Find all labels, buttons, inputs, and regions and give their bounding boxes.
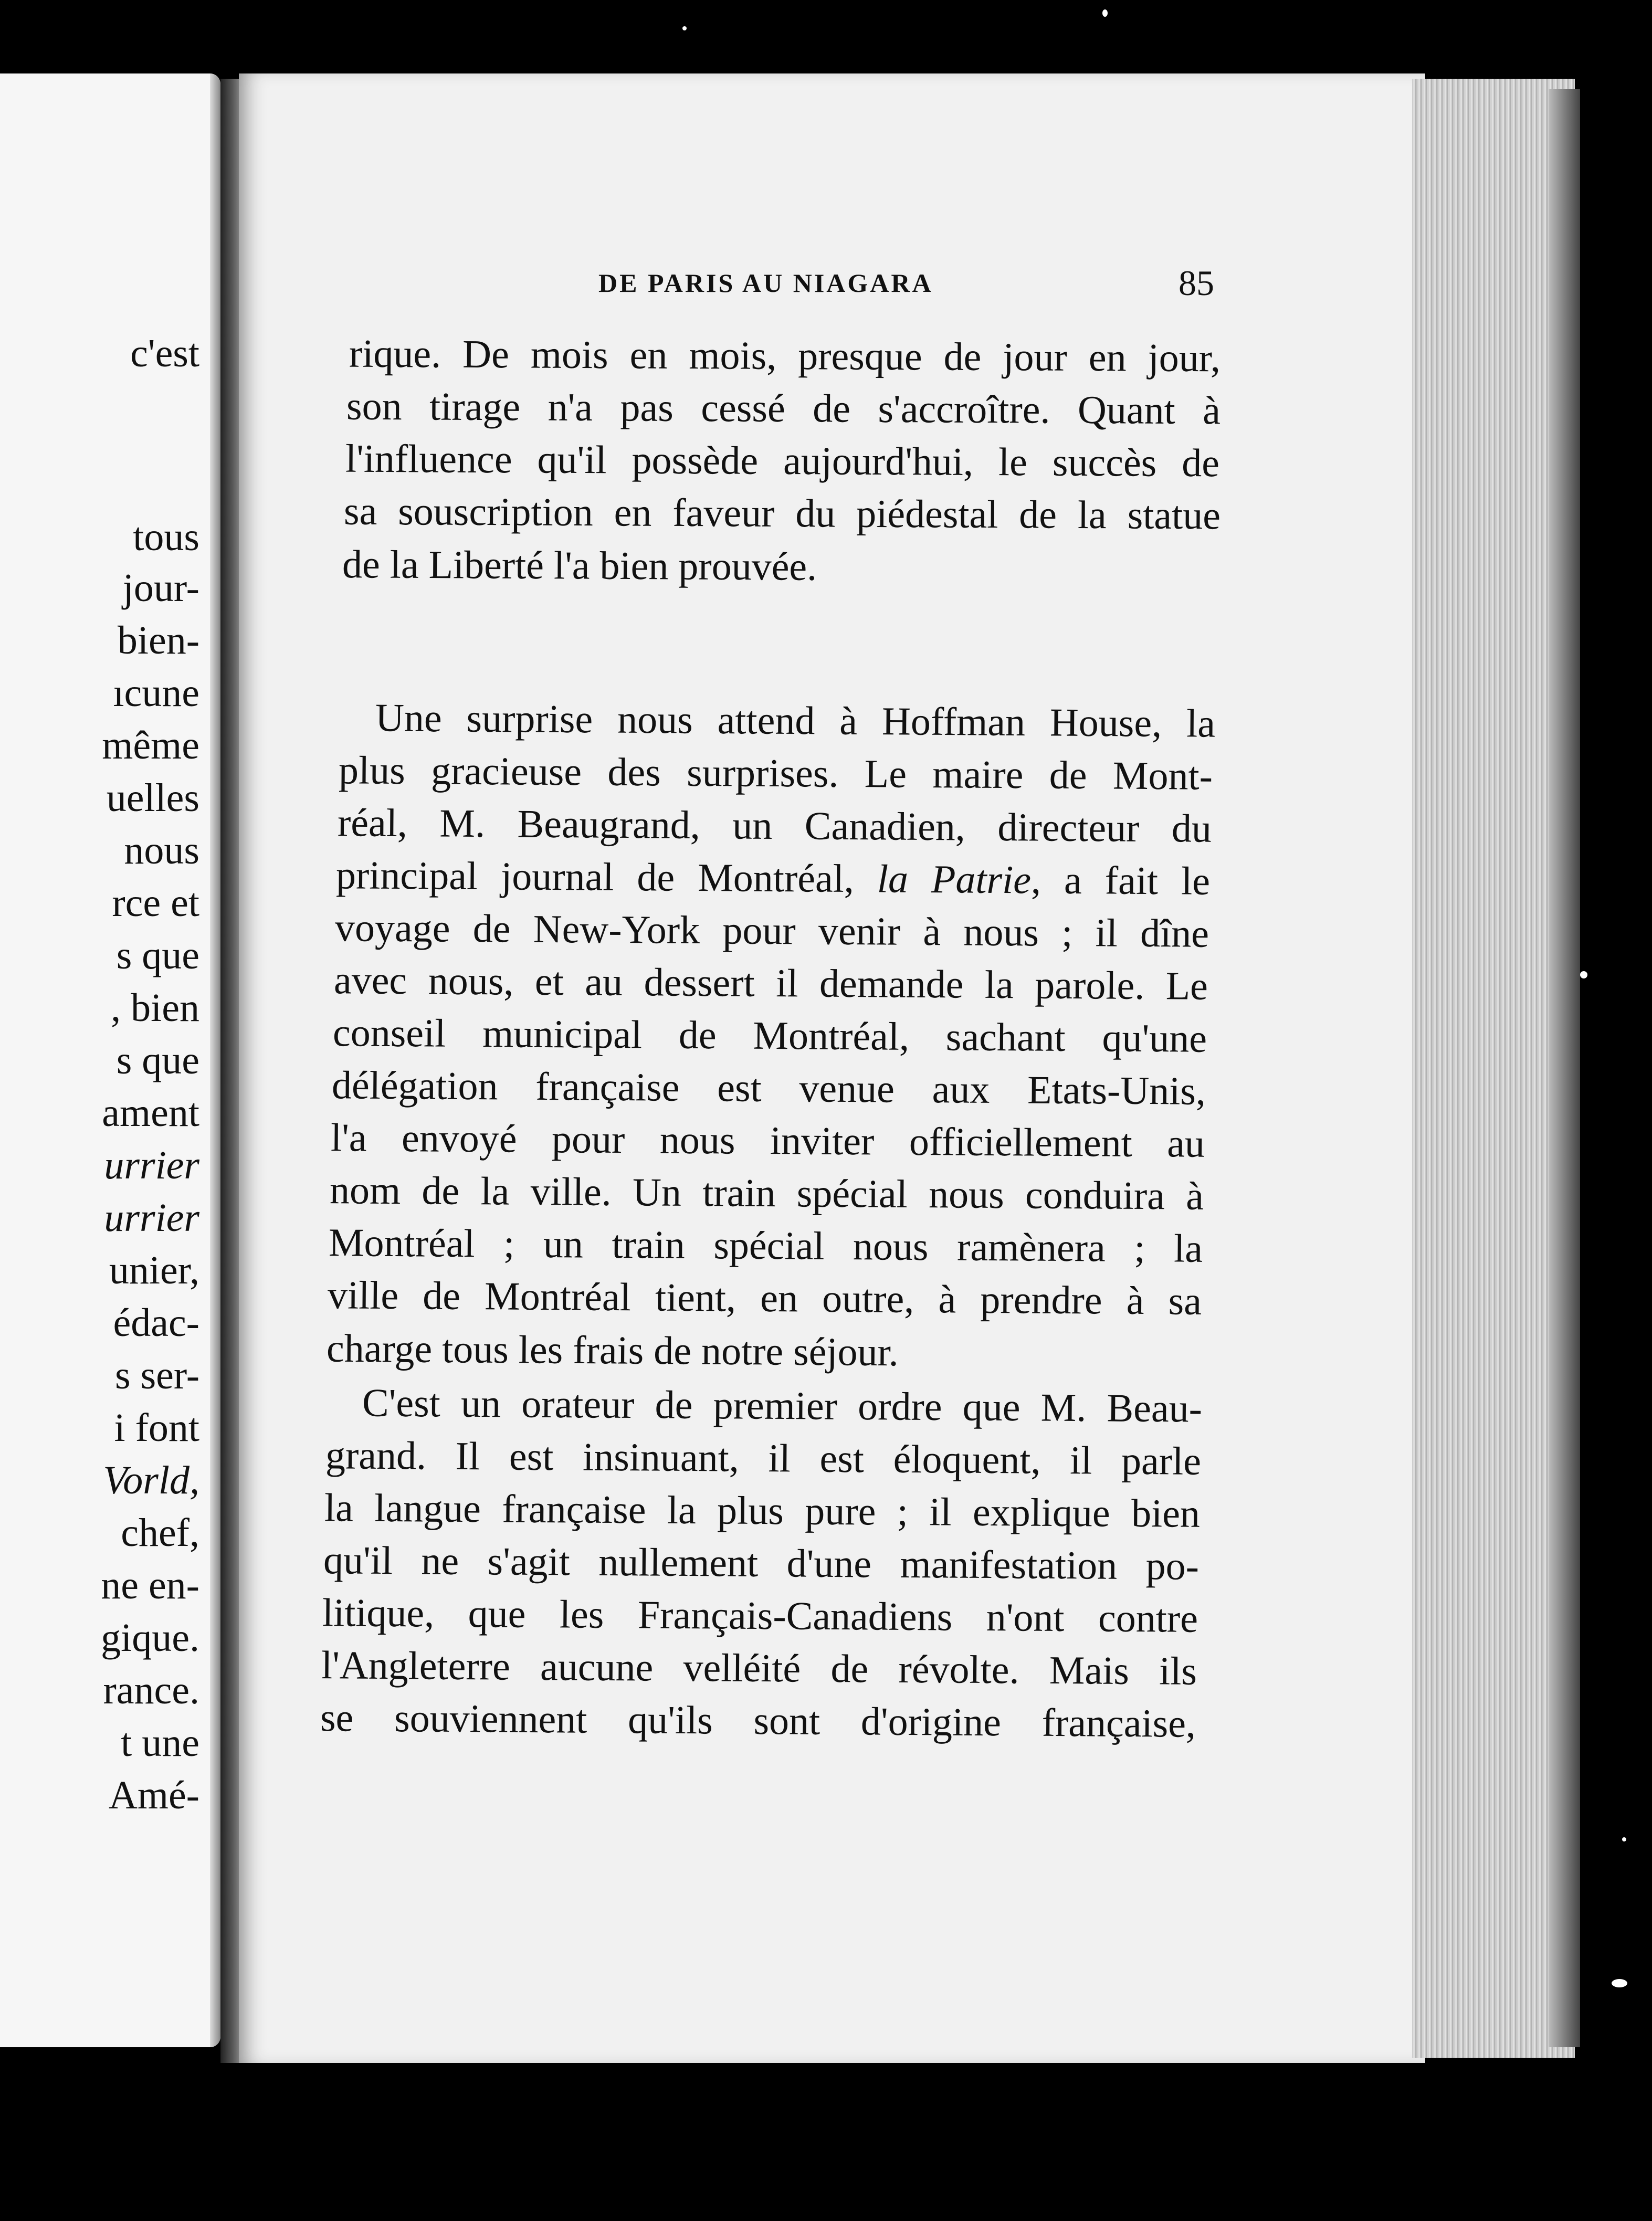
left-page-line: s ser- bbox=[115, 1353, 199, 1397]
left-page-line: gique. bbox=[101, 1616, 199, 1660]
body-line bbox=[336, 855, 1210, 901]
left-page bbox=[0, 73, 220, 2047]
left-page-line: s que bbox=[116, 933, 199, 977]
body-line: conseil municipal de Montréal, sachant qu'une bbox=[332, 1010, 1207, 1061]
newspaper-title: la Patrie bbox=[877, 857, 1032, 902]
left-page-line: urrier bbox=[104, 1143, 199, 1187]
left-page-line: urrier bbox=[104, 1196, 199, 1240]
left-page-line: jour- bbox=[122, 566, 199, 610]
left-page-line: i font bbox=[114, 1406, 199, 1450]
body-line-text: principal journal de Montréal, bbox=[335, 853, 878, 901]
body-line: nom de la ville. Un train spécial nous conduira à bbox=[329, 1168, 1204, 1218]
scan-speck bbox=[1102, 9, 1108, 17]
body-line: litique, que les Français-Canadiens n'ont contre bbox=[322, 1591, 1198, 1641]
body-line: de la Liberté l'a bien prouvée. bbox=[342, 542, 817, 589]
running-head: DE PARIS AU NIAGARA bbox=[598, 268, 933, 298]
scan-speck bbox=[1622, 1837, 1626, 1841]
left-page-line: s que bbox=[116, 1038, 199, 1082]
body-line: l'a envoyé pour nous inviter officiellement au bbox=[330, 1115, 1205, 1166]
left-page-line: unier, bbox=[109, 1248, 199, 1292]
scan-speck bbox=[1580, 971, 1587, 978]
left-page-line: uelles bbox=[106, 776, 199, 820]
body-line: la langue française la plus pure ; il explique bien bbox=[324, 1486, 1201, 1536]
left-page-line: ne en- bbox=[101, 1563, 199, 1607]
left-page-line: ament bbox=[102, 1091, 199, 1135]
body-line: réal, M. Beaugrand, un Canadien, directeur du bbox=[337, 801, 1212, 851]
left-page-line: nous bbox=[124, 828, 199, 872]
page-edges-shadow bbox=[1549, 89, 1580, 2047]
left-page-line: bien- bbox=[117, 618, 199, 662]
body-line: avec nous, et au dessert il demande la parole. Le bbox=[333, 958, 1208, 1008]
body-line: l'Angleterre aucune velléité de révolte. Mais ils bbox=[321, 1643, 1197, 1693]
body-line: C'est un orateur de premier ordre que M. Beau- bbox=[362, 1381, 1203, 1431]
left-page-line: rance. bbox=[103, 1668, 199, 1712]
body-line: Montréal ; un train spécial nous ramènera ; la bbox=[328, 1220, 1203, 1271]
scan-speck bbox=[682, 26, 687, 30]
body-line: charge tous les frais de notre séjour. bbox=[326, 1326, 899, 1375]
left-page-line: tous bbox=[133, 515, 199, 559]
body-line: grand. Il est insinuant, il est éloquent, il parle bbox=[325, 1433, 1202, 1483]
left-page-line: c'est bbox=[130, 331, 199, 375]
body-line: rique. De mois en mois, presque de jour en jour, bbox=[349, 331, 1221, 381]
body-line: ville de Montréal tient, en outre, à prendre à sa bbox=[327, 1273, 1202, 1323]
body-line: sa souscription en faveur du piédestal de la statue bbox=[343, 489, 1221, 538]
body-line: voyage de New-York pour venir à nous ; il dîne bbox=[334, 906, 1209, 956]
left-page-line: Vorld, bbox=[103, 1458, 199, 1502]
page-number: 85 bbox=[1179, 263, 1214, 303]
left-page-line: , bien bbox=[111, 986, 199, 1030]
body-line: se souviennent qu'ils sont d'origine française, bbox=[320, 1696, 1196, 1746]
body-line: plus gracieuse des surprises. Le maire de Mont- bbox=[338, 748, 1213, 798]
body-line: délégation française est venue aux Etats-Unis, bbox=[331, 1063, 1206, 1113]
left-page-line: Amé- bbox=[108, 1773, 199, 1817]
left-page-line: chef, bbox=[121, 1511, 199, 1555]
body-line: qu'il ne s'agit nullement d'une manifestation po- bbox=[323, 1538, 1199, 1588]
left-page-line: rce et bbox=[112, 881, 199, 925]
body-line: l'influence qu'il possède aujourd'hui, le succès de bbox=[345, 436, 1220, 486]
body-line-text: , a fait le bbox=[1030, 858, 1211, 903]
left-page-line: édac- bbox=[113, 1301, 199, 1345]
body-line: Une surprise nous attend à Hoffman House, la bbox=[375, 696, 1216, 746]
left-page-line: ıcune bbox=[113, 671, 199, 715]
left-page-line: t une bbox=[121, 1721, 199, 1765]
left-page-edge bbox=[210, 73, 220, 2047]
left-page-line: même bbox=[102, 723, 199, 767]
body-line: son tirage n'a pas cessé de s'accroître. Quant à bbox=[346, 384, 1221, 433]
scan-speck bbox=[1612, 1979, 1627, 1987]
